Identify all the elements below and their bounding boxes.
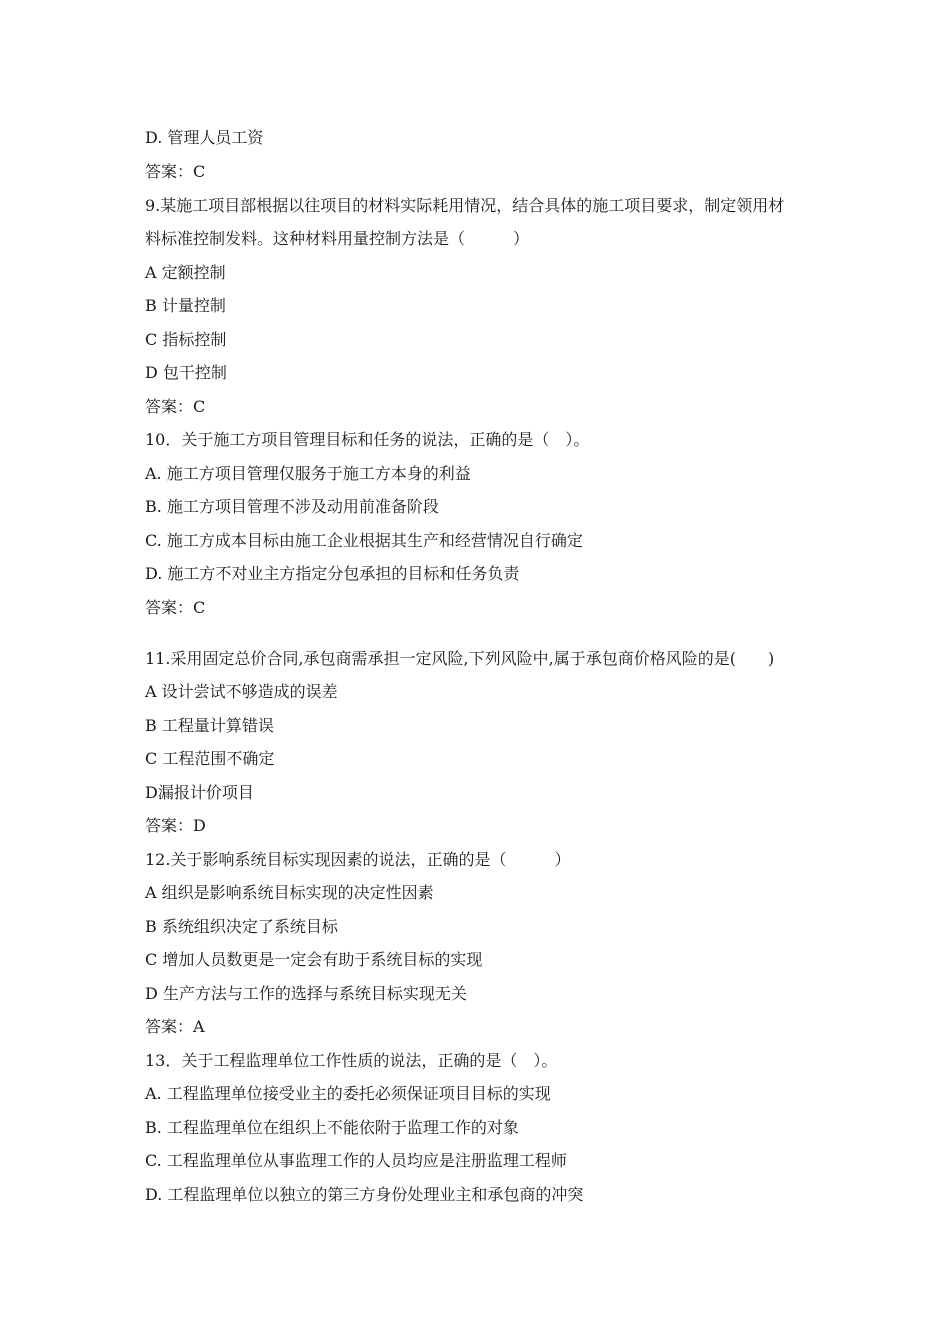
q9-answer: 答案：C xyxy=(145,397,206,416)
q11-option-a: A 设计尝试不够造成的误差 xyxy=(145,682,338,701)
q12-stem: 12.关于影响系统目标实现因素的说法，正确的是（ ） xyxy=(145,850,571,869)
q12-answer: 答案：A xyxy=(145,1017,205,1036)
q10-stem: 10．关于施工方项目管理目标和任务的说法，正确的是（ ）。 xyxy=(145,430,590,449)
q13-option-c: C. 工程监理单位从事监理工作的人员均应是注册监理工程师 xyxy=(145,1151,567,1170)
q13-option-a: A. 工程监理单位接受业主的委托必须保证项目目标的实现 xyxy=(145,1084,551,1103)
q10-option-c: C. 施工方成本目标由施工企业根据其生产和经营情况自行确定 xyxy=(145,531,583,550)
q10-option-a: A. 施工方项目管理仅服务于施工方本身的利益 xyxy=(145,464,471,483)
q11-answer: 答案：D xyxy=(145,816,206,835)
q13-option-b: B. 工程监理单位在组织上不能依附于监理工作的对象 xyxy=(145,1118,519,1137)
q9-option-c: C 指标控制 xyxy=(145,330,227,349)
q12-option-c: C 增加人员数更是一定会有助于系统目标的实现 xyxy=(145,950,483,969)
q11-option-b: B 工程量计算错误 xyxy=(145,716,274,735)
q9-option-b: B 计量控制 xyxy=(145,296,226,315)
q13-option-d: D. 工程监理单位以独立的第三方身份处理业主和承包商的冲突 xyxy=(145,1185,584,1204)
q10-answer: 答案：C xyxy=(145,598,206,617)
q13-stem: 13．关于工程监理单位工作性质的说法，正确的是（ ）。 xyxy=(145,1051,558,1070)
q10-option-d: D. 施工方不对业主方指定分包承担的目标和任务负责 xyxy=(145,564,520,583)
q12-option-d: D 生产方法与工作的选择与系统目标实现无关 xyxy=(145,984,467,1003)
q8-option-d: D. 管理人员工资 xyxy=(145,128,264,147)
q11-option-c: C 工程范围不确定 xyxy=(145,749,275,768)
q8-answer: 答案：C xyxy=(145,162,206,181)
q12-option-b: B 系统组织决定了系统目标 xyxy=(145,917,338,936)
q12-option-a: A 组织是影响系统目标实现的决定性因素 xyxy=(145,883,434,902)
q11-option-d: D漏报计价项目 xyxy=(145,783,254,802)
q9-option-d: D 包干控制 xyxy=(145,363,227,382)
q9-option-a: A 定额控制 xyxy=(145,263,226,282)
q10-option-b: B. 施工方项目管理不涉及动用前准备阶段 xyxy=(145,497,439,516)
q11-stem: 11.采用固定总价合同,承包商需承担一定风险,下列风险中,属于承包商价格风险的是( ) xyxy=(145,649,775,668)
q9-stem-line2: 料标准控制发料。这种材料用量控制方法是（ ） xyxy=(145,229,530,248)
q9-stem-line1: 9.某施工项目部根据以往项目的材料实际耗用情况，结合具体的施工项目要求，制定领用材 xyxy=(145,196,785,215)
